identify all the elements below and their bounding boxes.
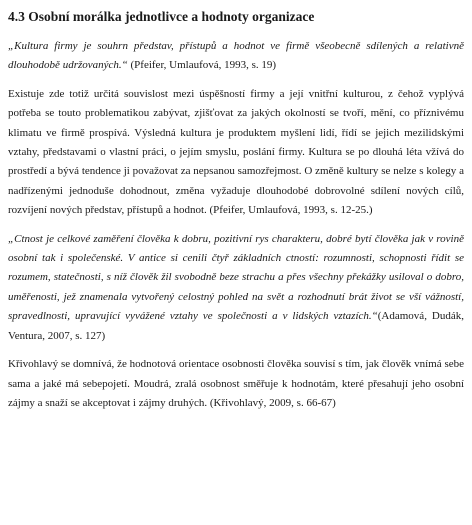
section-heading: 4.3 Osobní morálka jednotlivce a hodnoty organizace — [8, 9, 315, 24]
quote-text: „Kultura firmy je souhrn představ, přístupů a hodnot ve firmě všeobecně sdílených a relativně dlouhodobě udržovaných.“ — [8, 40, 464, 72]
paragraph-value-orientation: Křivohlavý se domnívá, že hodnotová orientace osobnosti člověka souvisí s tím, jak člověk vnímá sebe sama a jaké má sebepojetí. Moudrá, zralá osobnost směřuje k hodnotám, které přesahují jeho osobní zájmy a snaží se akceptovat i zájmy druhých. (Křivohlavý, 2009, s. 66-67) — [8, 358, 464, 409]
quote-citation: (Pfeifer, Umlaufová, 1993, s. 19) — [127, 59, 277, 72]
paragraph-firm-culture: Existuje zde totiž určitá souvislost mezi úspěšností firmy a její vnitřní kulturou, z čehož vyplývá potřeba se touto problematikou zabývat, zjišťovat za jakých okolností se tvoří, mění, co příznivému klimatu ve firmě prospívá. Výsledná kultura je produktem myšlení lidí, řídí se jejich mezilidskými vztahy, představami o vlastní práci, o jejím smyslu, poslání firmy. Kultura se po dlouhá léta vžívá do prostředí a bývá tendence ji považovat za nepsanou samozřejmost. O změně kultury se nelze s kolegy a nadřízenými jednoduše dohodnout, změna vyžaduje dlouhodobé dobrovolné sdílení nových cílů, rozvíjení nových představ, přístupů a hodnot. (Pfeifer, Umlaufová, 1993, s. 12-25.) — [8, 87, 464, 217]
quote-citation: (Adamová, Dudák, Ventura, 2007, s. 127) — [8, 310, 464, 342]
quote-text: „Ctnost je celkové zaměření člověka k dobru, pozitivní rys charakteru, dobré bytí člověka jak v rovině osobní tak i společenské. V antice si cenili čtyř základních ctností: rozumnosti, schopnosti řídit se rozumem, statečnosti, s níž člověk žil svobodně beze strachu a přes všechny překážky usiloval o dobro, uměřenosti, jež znamenala vytvořený celostný pohled na svět a rozhodnutí brát život se vší vážností, spravedlnosti, upravující vyvážené vztahy ve společnosti a v lidských vztazích.“ — [8, 232, 464, 323]
quote-kultura-firmy — [8, 37, 464, 76]
quote-ctnost — [8, 230, 464, 346]
document-page — [8, 8, 464, 413]
